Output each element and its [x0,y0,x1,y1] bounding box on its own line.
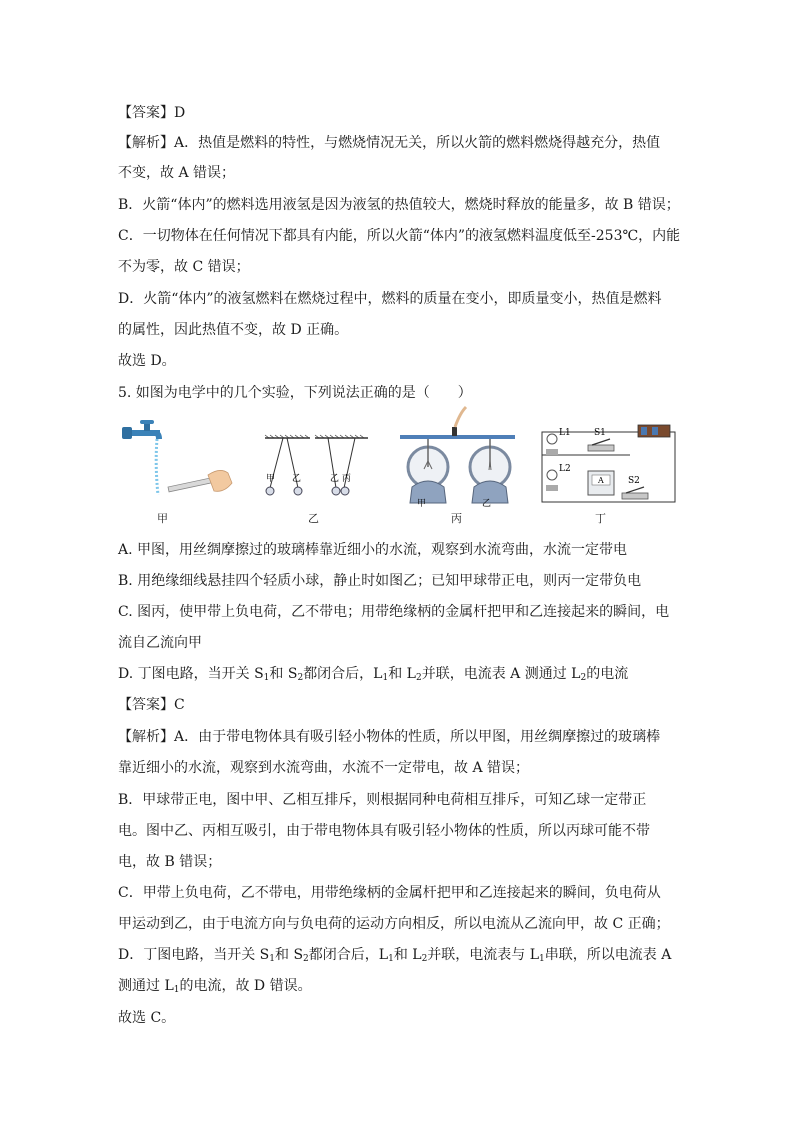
q5-analysis-line: D．丁图电路，当开关 $S_1$和 $S_2$都闭合后，$L_1$和 $L_2$并联，电流表与 $L_1$串联，所以电流表 A [118,947,672,964]
q4-analysis-line: B．火箭“体内”的燃料选用液氢是因为液氢的热值较大，燃烧时释放的能量多，故 B 错误； [118,197,680,213]
faucet-icon [122,420,162,495]
q5-analysis-line: 测通过 $L_1$的电流，故 D 错误。 [118,978,312,995]
label-L2: L2 [559,464,571,474]
label-S2: S2 [628,476,640,486]
q5-analysis-line: 甲运动到乙，由于电流方向与负电荷的运动方向相反，所以电流从乙流向甲，故 C 正确； [118,916,670,932]
ammeter-label: A [598,476,604,485]
q5-option-d: D. 丁图电路，当开关 $S_1$和 $S_2$都闭合后，$L_1$和 $L_2$并联，电流表 A 测通过 $L_2$的电流 [118,666,629,683]
q5-analysis-line: B．甲球带正电，图中甲、乙相互排斥，则根据同种电荷相互排斥，可知乙球一定带正 [118,792,647,808]
q5-stem: 5. 如图为电学中的几个实验，下列说法正确的是（ ） [118,385,472,401]
q5-analysis-line: C．甲带上负电荷，乙不带电，用带绝缘柄的金属杆把甲和乙连接起来的瞬间，负电荷从 [118,885,661,901]
caption-yi: 乙 [308,512,319,525]
label-L1: L1 [559,428,571,438]
q5-answer: 【答案】C [118,697,185,713]
q4-answer: 【答案】D [118,105,186,121]
q5-analysis-line: 电。图中乙、丙相互吸引，由于带电物体具有吸引轻小物体的性质，所以丙球可能不带 [118,823,650,839]
q5-option-c-cont: 流自乙流向甲 [118,635,202,651]
q4-analysis-line: 的属性，因此热值不变，故 D 正确。 [118,322,349,338]
glass-rod-hand-icon [168,470,232,491]
caption-ding: 丁 [595,512,606,525]
q5-conclusion: 故选 C。 [118,1010,176,1026]
q4-analysis-line: 不变，故 A 错误； [118,165,236,181]
q5-analysis-line: 靠近细小的水流，观察到水流弯曲，水流不一定带电，故 A 错误； [118,760,530,776]
q5-option-c: C. 图丙，使甲带上负电荷，乙不带电；用带绝缘柄的金属杆把甲和乙连接起来的瞬间，电 [118,604,670,620]
q5-option-b: B. 用绝缘细线悬挂四个轻质小球，静止时如图乙；已知甲球带正电，则丙一定带负电 [118,573,642,589]
q5-analysis-line: 电，故 B 错误； [118,854,222,870]
electroscopes-diagram [400,407,515,503]
q4-conclusion: 故选 D。 [118,353,176,369]
electroscope-label-yi: 乙 [482,499,492,509]
ball-label-yi: 乙 [292,474,302,484]
q5-analysis-line: 【解析】A．由于带电物体具有吸引轻小物体的性质，所以甲图，用丝绸摩擦过的玻璃棒 [118,729,661,745]
hanging-balls-diagram [265,435,368,495]
q5-option-a: A. 甲图，用丝绸摩擦过的玻璃棒靠近细小的水流，观察到水流弯曲，水流一定带电 [118,542,628,558]
label-S1: S1 [594,428,606,438]
ball-label-yibing: 乙 丙 [330,474,351,484]
q4-analysis-line: 【解析】A．热值是燃料的特性，与燃烧情况无关，所以火箭的燃料燃烧得越充分，热值 [118,135,661,151]
q4-analysis-line: D．火箭“体内”的液氢燃料在燃烧过程中，燃料的质量在变小，即质量变小，热值是燃料 [118,291,662,307]
caption-jia: 甲 [157,512,168,525]
electroscope-label-jia: 甲 [417,499,427,509]
q4-analysis-line: 不为零，故 C 错误； [118,259,250,275]
caption-bing: 丙 [451,512,462,525]
ball-label-jia: 甲 [266,474,276,484]
q4-analysis-line: C．一切物体在任何情况下都具有内能，所以火箭“体内”的液氢燃料温度低至-253℃，内能 [118,228,681,244]
